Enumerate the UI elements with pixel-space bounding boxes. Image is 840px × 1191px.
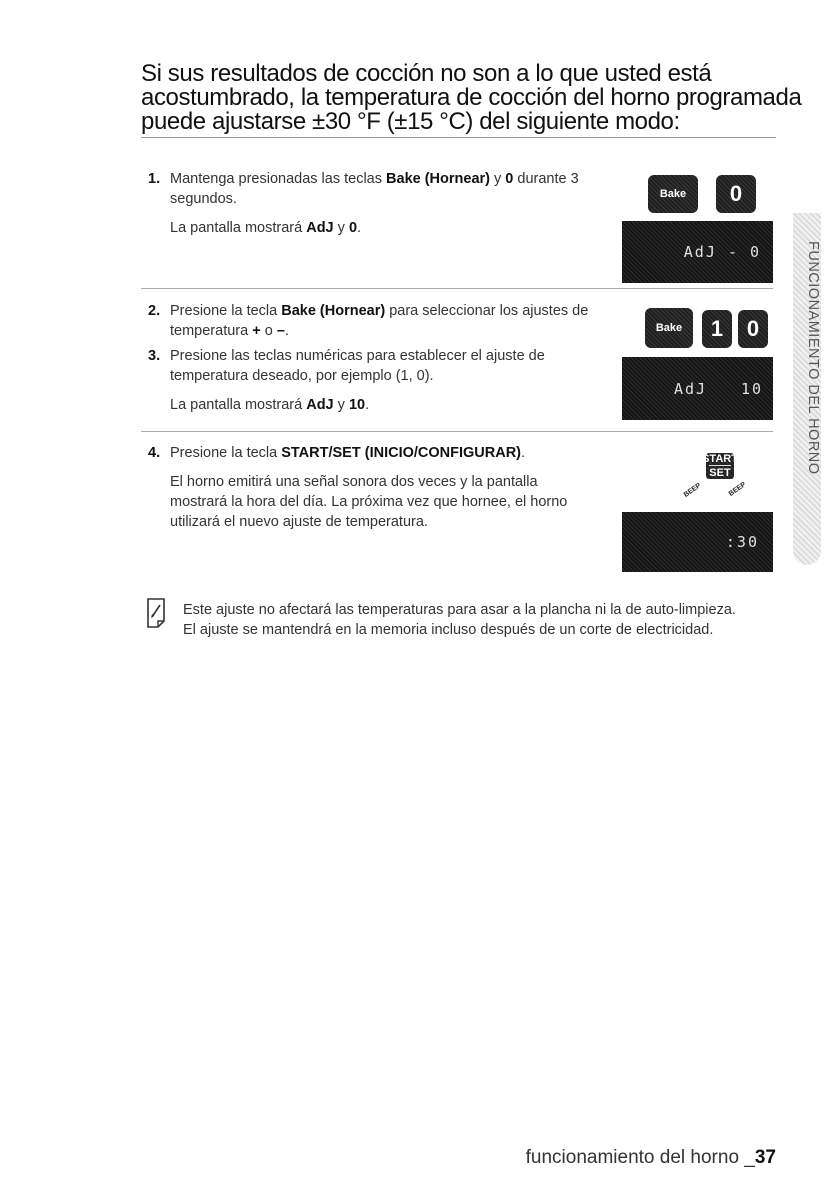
text-run: La pantalla mostrará (170, 397, 307, 413)
oven-display (622, 221, 773, 283)
step-body (170, 301, 610, 341)
digit-one-key: 1 (702, 310, 732, 348)
step-paragraph (170, 472, 590, 532)
text-run: . (284, 323, 289, 339)
bold-term: + (252, 323, 261, 339)
step-body (170, 443, 590, 532)
step-paragraph (170, 169, 600, 209)
display-value: 10 (740, 379, 763, 398)
text-run: Presione las teclas numéricas para establecer el ajuste de temperatura deseado, por ejemplo (1, 0). (170, 348, 545, 384)
step-number: 1. (148, 171, 161, 187)
section-side-tab (793, 213, 821, 565)
bold-term: Bake (Hornear) (281, 303, 386, 319)
display-text: :30 (725, 533, 759, 551)
step-3 (148, 346, 610, 424)
divider (141, 288, 773, 289)
step-number: 3. (148, 348, 161, 364)
note-text (183, 600, 773, 640)
text-run: y (489, 171, 506, 187)
start-set-key (702, 453, 738, 479)
divider (141, 431, 773, 432)
text-run: . (365, 397, 370, 413)
bold-term: 10 (348, 397, 366, 413)
text-run: . (521, 445, 526, 461)
step-1 (148, 169, 600, 247)
page-number: 37 (754, 1147, 776, 1168)
bold-term: 0 (505, 171, 514, 187)
oven-display (622, 512, 773, 572)
bold-term: AdJ (306, 220, 334, 236)
bold-term: 0 (348, 220, 358, 236)
step-2 (148, 301, 610, 350)
side-tab-label: FUNCIONAMIENTO DEL HORNO (805, 241, 821, 475)
step-body (170, 169, 600, 238)
text-run: Presione la tecla (170, 445, 282, 461)
text-run: o (260, 323, 277, 339)
note-icon (146, 597, 166, 629)
beep-label: BEEP (682, 482, 703, 499)
step-paragraph (170, 395, 610, 415)
bold-term: AdJ (306, 397, 334, 413)
digit-zero-key: 0 (738, 310, 768, 348)
text-run: y (333, 220, 349, 236)
bold-term: Bake (Hornear) (386, 171, 490, 187)
text-run: . (357, 220, 362, 236)
page-footer (526, 1147, 776, 1169)
footer-section: funcionamiento del horno _ (525, 1147, 755, 1168)
step-body (170, 346, 610, 415)
step-paragraph (170, 443, 590, 463)
bake-key: Bake (648, 175, 698, 213)
text-run: para seleccionar los ajustes de temperatura (170, 303, 589, 339)
title-line-1: Si sus resultados de cocción no son a lo que usted está (141, 60, 712, 87)
oven-display (622, 357, 773, 420)
step-paragraph (170, 218, 600, 238)
title-line-2: acostumbrado, la temperatura de cocción del horno programada (141, 84, 802, 111)
set-label: SET (709, 467, 731, 479)
step-paragraph (170, 346, 610, 386)
step-number: 2. (148, 303, 161, 319)
title-line-3: puede ajustarse ±30 °F (±15 °C) del siguiente modo: (141, 108, 680, 135)
digit-zero-key: 0 (716, 175, 756, 213)
note-line-2: El ajuste se mantendrá en la memoria incluso después de un corte de electricidad. (183, 622, 714, 638)
display-text: AdJ (674, 379, 708, 398)
start-label: START (702, 453, 738, 465)
step-paragraph (170, 301, 610, 341)
note-line-1: Este ajuste no afectará las temperaturas para asar a la plancha ni la de auto-limpieza. (183, 602, 736, 618)
step-4 (148, 443, 590, 541)
bake-key: Bake (645, 308, 693, 348)
bold-term: – (276, 323, 285, 339)
text-run: Mantenga presionadas las teclas (170, 171, 387, 187)
text-run: durante 3 segundos. (170, 171, 579, 207)
beep-label: BEEP (727, 481, 748, 498)
display-text: AdJ - 0 (683, 243, 761, 261)
bold-term: START/SET (INICIO/CONFIGURAR) (281, 445, 522, 461)
step-number: 4. (148, 445, 161, 461)
page-title (141, 60, 802, 138)
text-run: Presione la tecla (170, 303, 282, 319)
text-run: La pantalla mostrará (170, 220, 307, 236)
text-run: El horno emitirá una señal sonora dos veces y la pantalla mostrará la hora del día. La próxima vez que hornee, el horno utilizará el nuevo ajuste de temperatura. (170, 474, 568, 530)
text-run: y (333, 397, 349, 413)
